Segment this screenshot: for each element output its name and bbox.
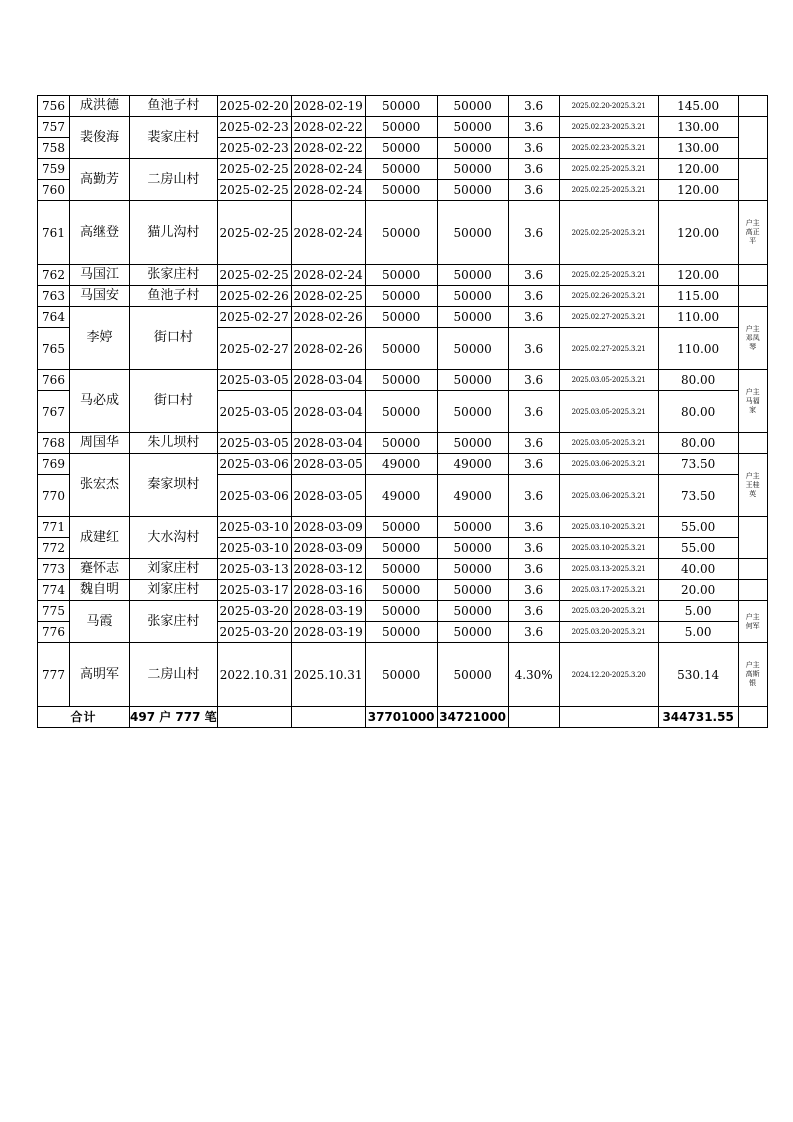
interest-amount: 145.00 [658,96,738,117]
interest-rate: 3.6 [508,138,559,159]
interest-amount: 73.50 [658,454,738,475]
borrower-name: 马国安 [70,286,130,307]
start-date: 2022.10.31 [217,643,291,707]
end-date: 2028-02-22 [291,117,365,138]
interest-period: 2025.02.20-2025.3.21 [559,96,658,117]
interest-rate: 3.6 [508,433,559,454]
end-date: 2028-02-26 [291,307,365,328]
row-number: 776 [38,622,70,643]
end-date: 2028-03-19 [291,601,365,622]
interest-amount: 120.00 [658,201,738,265]
end-date: 2028-03-04 [291,391,365,433]
loan-amount: 49000 [365,475,437,517]
village-name: 刘家庄村 [130,580,218,601]
loan-balance: 50000 [437,517,508,538]
table-row [38,286,768,307]
interest-period: 2025.03.17-2025.3.21 [559,580,658,601]
end-date: 2028-02-24 [291,201,365,265]
start-date: 2025-03-10 [217,538,291,559]
end-date: 2025.10.31 [291,643,365,707]
empty-cell [738,707,767,728]
loan-balance: 50000 [437,622,508,643]
row-number: 765 [38,328,70,370]
remark-note [738,286,767,307]
loan-amount: 50000 [365,601,437,622]
end-date: 2028-02-24 [291,265,365,286]
loan-balance: 50000 [437,538,508,559]
village-name: 朱儿坝村 [130,433,218,454]
interest-amount: 120.00 [658,159,738,180]
remark-note [738,201,767,265]
interest-amount: 130.00 [658,117,738,138]
loan-balance: 50000 [437,286,508,307]
loan-amount: 50000 [365,201,437,265]
remark-text: 户主高斯银 [745,661,760,687]
interest-rate: 3.6 [508,265,559,286]
interest-rate: 3.6 [508,517,559,538]
row-number: 761 [38,201,70,265]
end-date: 2028-02-25 [291,286,365,307]
end-date: 2028-03-09 [291,517,365,538]
interest-period: 2025.02.25-2025.3.21 [559,201,658,265]
loan-amount: 50000 [365,117,437,138]
loan-amount: 50000 [365,433,437,454]
interest-period: 2025.03.05-2025.3.21 [559,370,658,391]
end-date: 2028-02-26 [291,328,365,370]
interest-amount: 110.00 [658,307,738,328]
borrower-name: 高明军 [70,643,130,707]
table-row [38,159,768,180]
interest-period: 2025.03.10-2025.3.21 [559,538,658,559]
interest-amount: 130.00 [658,138,738,159]
start-date: 2025-02-27 [217,328,291,370]
loan-interest-table [37,95,768,728]
village-name: 大水沟村 [130,517,218,559]
start-date: 2025-03-06 [217,454,291,475]
table-row [38,580,768,601]
start-date: 2025-02-25 [217,201,291,265]
total-households: 497 户 777 笔 [130,707,218,728]
total-amount: 37701000 [365,707,437,728]
loan-amount: 50000 [365,580,437,601]
loan-amount: 50000 [365,517,437,538]
borrower-name: 高继登 [70,201,130,265]
interest-amount: 80.00 [658,433,738,454]
village-name: 二房山村 [130,159,218,201]
start-date: 2025-02-25 [217,180,291,201]
interest-period: 2025.03.06-2025.3.21 [559,475,658,517]
interest-rate: 3.6 [508,580,559,601]
interest-period: 2025.02.23-2025.3.21 [559,138,658,159]
end-date: 2028-03-09 [291,538,365,559]
table-row [38,265,768,286]
loan-balance: 49000 [437,475,508,517]
loan-balance: 50000 [437,370,508,391]
village-name: 张家庄村 [130,601,218,643]
loan-balance: 49000 [437,454,508,475]
interest-period: 2025.02.27-2025.3.21 [559,307,658,328]
interest-period: 2025.03.20-2025.3.21 [559,601,658,622]
table-row [38,307,768,328]
row-number: 772 [38,538,70,559]
remark-text: 户主何军 [745,612,760,630]
total-label: 合计 [38,707,130,728]
interest-rate: 3.6 [508,559,559,580]
remark-note [738,159,767,201]
row-number: 771 [38,517,70,538]
start-date: 2025-03-06 [217,475,291,517]
interest-rate: 3.6 [508,370,559,391]
interest-period: 2025.02.23-2025.3.21 [559,117,658,138]
loan-amount: 49000 [365,454,437,475]
row-number: 759 [38,159,70,180]
empty-cell [559,707,658,728]
village-name: 鱼池子村 [130,96,218,117]
remark-note [738,643,767,707]
start-date: 2025-02-26 [217,286,291,307]
interest-amount: 120.00 [658,180,738,201]
interest-amount: 20.00 [658,580,738,601]
borrower-name: 高勤芳 [70,159,130,201]
end-date: 2028-02-24 [291,159,365,180]
village-name: 猫儿沟村 [130,201,218,265]
end-date: 2028-02-19 [291,96,365,117]
row-number: 758 [38,138,70,159]
interest-rate: 3.6 [508,117,559,138]
village-name: 街口村 [130,307,218,370]
loan-amount: 50000 [365,180,437,201]
start-date: 2025-03-13 [217,559,291,580]
table-row [38,433,768,454]
start-date: 2025-03-20 [217,601,291,622]
row-number: 773 [38,559,70,580]
interest-amount: 80.00 [658,370,738,391]
loan-balance: 50000 [437,391,508,433]
interest-period: 2025.03.10-2025.3.21 [559,517,658,538]
remark-note [738,433,767,454]
interest-amount: 5.00 [658,622,738,643]
interest-period: 2025.03.05-2025.3.21 [559,391,658,433]
loan-balance: 50000 [437,643,508,707]
table-row [38,201,768,265]
interest-period: 2025.03.20-2025.3.21 [559,622,658,643]
loan-amount: 50000 [365,391,437,433]
loan-balance: 50000 [437,307,508,328]
interest-amount: 80.00 [658,391,738,433]
village-name: 街口村 [130,370,218,433]
borrower-name: 魏自明 [70,580,130,601]
remark-note [738,307,767,370]
row-number: 770 [38,475,70,517]
interest-period: 2025.02.26-2025.3.21 [559,286,658,307]
borrower-name: 成洪德 [70,96,130,117]
start-date: 2025-02-20 [217,96,291,117]
interest-period: 2025.03.05-2025.3.21 [559,433,658,454]
loan-balance: 50000 [437,180,508,201]
remark-note [738,517,767,559]
interest-period: 2025.02.25-2025.3.21 [559,265,658,286]
remark-note [738,265,767,286]
empty-cell [217,707,291,728]
loan-balance: 50000 [437,265,508,286]
interest-period: 2025.02.25-2025.3.21 [559,180,658,201]
table-row [38,454,768,475]
end-date: 2028-03-04 [291,370,365,391]
loan-balance: 50000 [437,559,508,580]
row-number: 756 [38,96,70,117]
borrower-name: 蹇怀志 [70,559,130,580]
start-date: 2025-02-23 [217,138,291,159]
row-number: 757 [38,117,70,138]
borrower-name: 马霞 [70,601,130,643]
loan-amount: 50000 [365,643,437,707]
interest-rate: 3.6 [508,307,559,328]
loan-balance: 50000 [437,328,508,370]
remark-note [738,96,767,117]
remark-note [738,559,767,580]
interest-period: 2024.12.20-2025.3.20 [559,643,658,707]
end-date: 2028-02-24 [291,180,365,201]
row-number: 777 [38,643,70,707]
start-date: 2025-02-25 [217,159,291,180]
interest-rate: 3.6 [508,454,559,475]
empty-cell [508,707,559,728]
interest-rate: 4.30% [508,643,559,707]
loan-balance: 50000 [437,601,508,622]
remark-note [738,580,767,601]
village-name: 刘家庄村 [130,559,218,580]
loan-balance: 50000 [437,159,508,180]
village-name: 秦家坝村 [130,454,218,517]
interest-rate: 3.6 [508,601,559,622]
interest-period: 2025.03.13-2025.3.21 [559,559,658,580]
row-number: 763 [38,286,70,307]
interest-amount: 5.00 [658,601,738,622]
loan-balance: 50000 [437,433,508,454]
remark-note [738,117,767,159]
interest-rate: 3.6 [508,286,559,307]
loan-amount: 50000 [365,96,437,117]
remark-note [738,601,767,643]
interest-rate: 3.6 [508,622,559,643]
loan-balance: 50000 [437,96,508,117]
end-date: 2028-02-22 [291,138,365,159]
table-row [38,370,768,391]
start-date: 2025-03-17 [217,580,291,601]
interest-rate: 3.6 [508,96,559,117]
interest-amount: 55.00 [658,538,738,559]
interest-amount: 530.14 [658,643,738,707]
interest-rate: 3.6 [508,201,559,265]
borrower-name: 周国华 [70,433,130,454]
remark-note [738,454,767,517]
interest-period: 2025.02.25-2025.3.21 [559,159,658,180]
start-date: 2025-03-05 [217,391,291,433]
loan-amount: 50000 [365,328,437,370]
loan-amount: 50000 [365,265,437,286]
table-body [38,96,768,728]
loan-amount: 50000 [365,286,437,307]
interest-rate: 3.6 [508,328,559,370]
interest-rate: 3.6 [508,180,559,201]
row-number: 762 [38,265,70,286]
interest-rate: 3.6 [508,538,559,559]
village-name: 鱼池子村 [130,286,218,307]
table-row [38,643,768,707]
row-number: 766 [38,370,70,391]
row-number: 764 [38,307,70,328]
start-date: 2025-03-05 [217,370,291,391]
loan-balance: 50000 [437,201,508,265]
remark-text: 户主高正平 [745,219,760,245]
borrower-name: 成建红 [70,517,130,559]
borrower-name: 马国江 [70,265,130,286]
start-date: 2025-03-05 [217,433,291,454]
interest-amount: 40.00 [658,559,738,580]
remark-text: 户主王桂英 [745,471,760,498]
loan-amount: 50000 [365,307,437,328]
total-row [38,707,768,728]
table-row [38,559,768,580]
end-date: 2028-03-05 [291,454,365,475]
row-number: 774 [38,580,70,601]
end-date: 2028-03-19 [291,622,365,643]
interest-period: 2025.02.27-2025.3.21 [559,328,658,370]
interest-rate: 3.6 [508,159,559,180]
interest-amount: 120.00 [658,265,738,286]
loan-balance: 50000 [437,580,508,601]
end-date: 2028-03-04 [291,433,365,454]
loan-amount: 50000 [365,138,437,159]
borrower-name: 张宏杰 [70,454,130,517]
table-row [38,517,768,538]
borrower-name: 马必成 [70,370,130,433]
table-row [38,601,768,622]
interest-amount: 110.00 [658,328,738,370]
start-date: 2025-02-23 [217,117,291,138]
interest-rate: 3.6 [508,475,559,517]
loan-amount: 50000 [365,370,437,391]
loan-amount: 50000 [365,559,437,580]
borrower-name: 李婷 [70,307,130,370]
village-name: 二房山村 [130,643,218,707]
start-date: 2025-02-27 [217,307,291,328]
end-date: 2028-03-12 [291,559,365,580]
interest-rate: 3.6 [508,391,559,433]
table-row [38,96,768,117]
village-name: 张家庄村 [130,265,218,286]
row-number: 775 [38,601,70,622]
interest-amount: 115.00 [658,286,738,307]
empty-cell [291,707,365,728]
loan-amount: 50000 [365,159,437,180]
row-number: 760 [38,180,70,201]
row-number: 769 [38,454,70,475]
interest-amount: 55.00 [658,517,738,538]
remark-text: 户主邓凤琴 [745,324,760,351]
interest-amount: 73.50 [658,475,738,517]
loan-balance: 50000 [437,117,508,138]
row-number: 767 [38,391,70,433]
village-name: 裴家庄村 [130,117,218,159]
table-row [38,117,768,138]
interest-period: 2025.03.06-2025.3.21 [559,454,658,475]
borrower-name: 裴俊海 [70,117,130,159]
loan-amount: 50000 [365,538,437,559]
row-number: 768 [38,433,70,454]
loan-amount: 50000 [365,622,437,643]
total-interest: 344731.55 [658,707,738,728]
remark-note [738,370,767,433]
total-balance: 34721000 [437,707,508,728]
remark-text: 户主马福家 [745,387,760,414]
end-date: 2028-03-05 [291,475,365,517]
loan-balance: 50000 [437,138,508,159]
start-date: 2025-03-10 [217,517,291,538]
start-date: 2025-03-20 [217,622,291,643]
start-date: 2025-02-25 [217,265,291,286]
end-date: 2028-03-16 [291,580,365,601]
